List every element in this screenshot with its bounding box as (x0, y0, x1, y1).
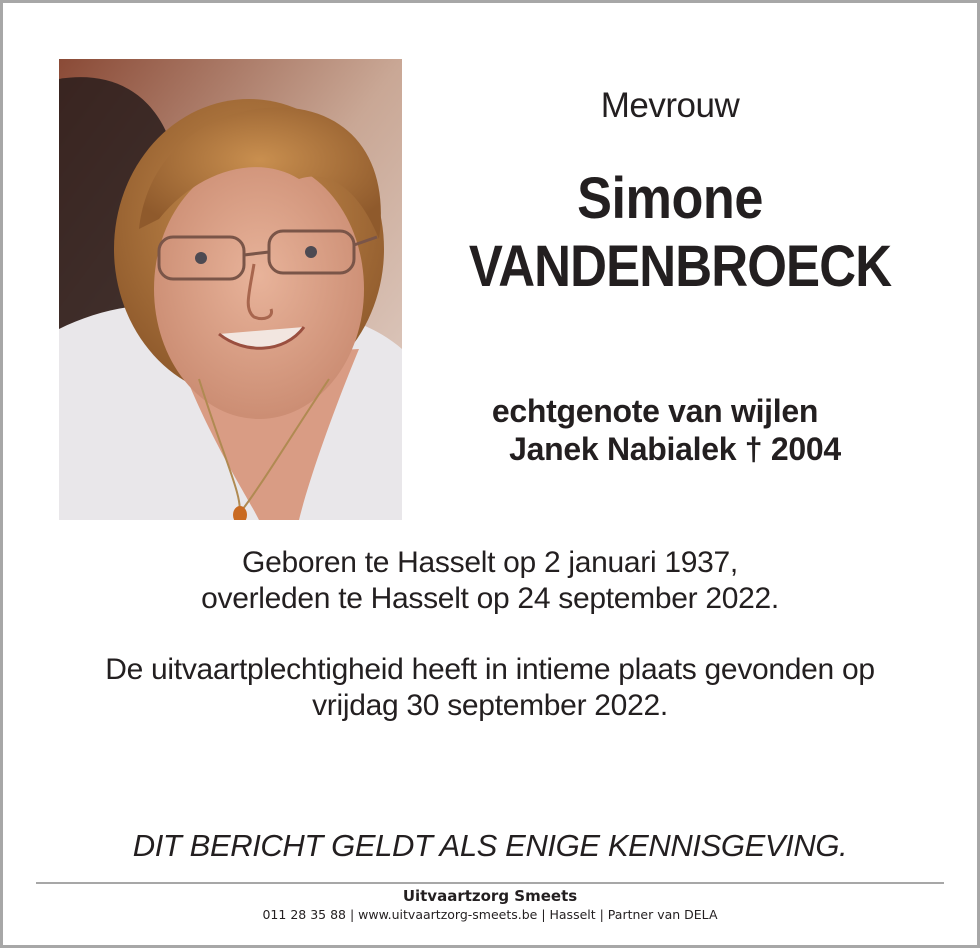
first-name: Simone (577, 166, 763, 231)
funeral-home-name: Uitvaartzorg Smeets (402, 887, 578, 905)
salutation: Mevrouw (600, 86, 740, 125)
life-dates (40, 545, 940, 617)
spouse-line-2: Janek Nabialek † 2004 (509, 431, 841, 467)
funeral-line-1: De uitvaartplechtigheid heeft in intieme plaats gevonden op (105, 653, 875, 686)
footer-divider (36, 882, 944, 884)
portrait-illustration (59, 59, 402, 520)
funeral-home-contact: 011 28 35 88 | www.uitvaartzorg-smeets.be | Hasselt | Partner van DELA (262, 907, 718, 922)
funeral-info (40, 652, 940, 724)
spouse-line-1: echtgenote van wijlen (491, 393, 819, 429)
died-line: overleden te Hasselt op 24 september 2022. (201, 582, 779, 615)
funeral-line-2: vrijdag 30 september 2022. (312, 689, 668, 722)
notice-text: DIT BERICHT GELDT ALS ENIGE KENNISGEVING. (132, 828, 848, 863)
born-line: Geboren te Hasselt op 2 januari 1937, (242, 546, 738, 579)
spouse-info (440, 392, 910, 468)
last-name: VANDENBROECK (468, 234, 892, 299)
portrait-photo (59, 59, 402, 520)
